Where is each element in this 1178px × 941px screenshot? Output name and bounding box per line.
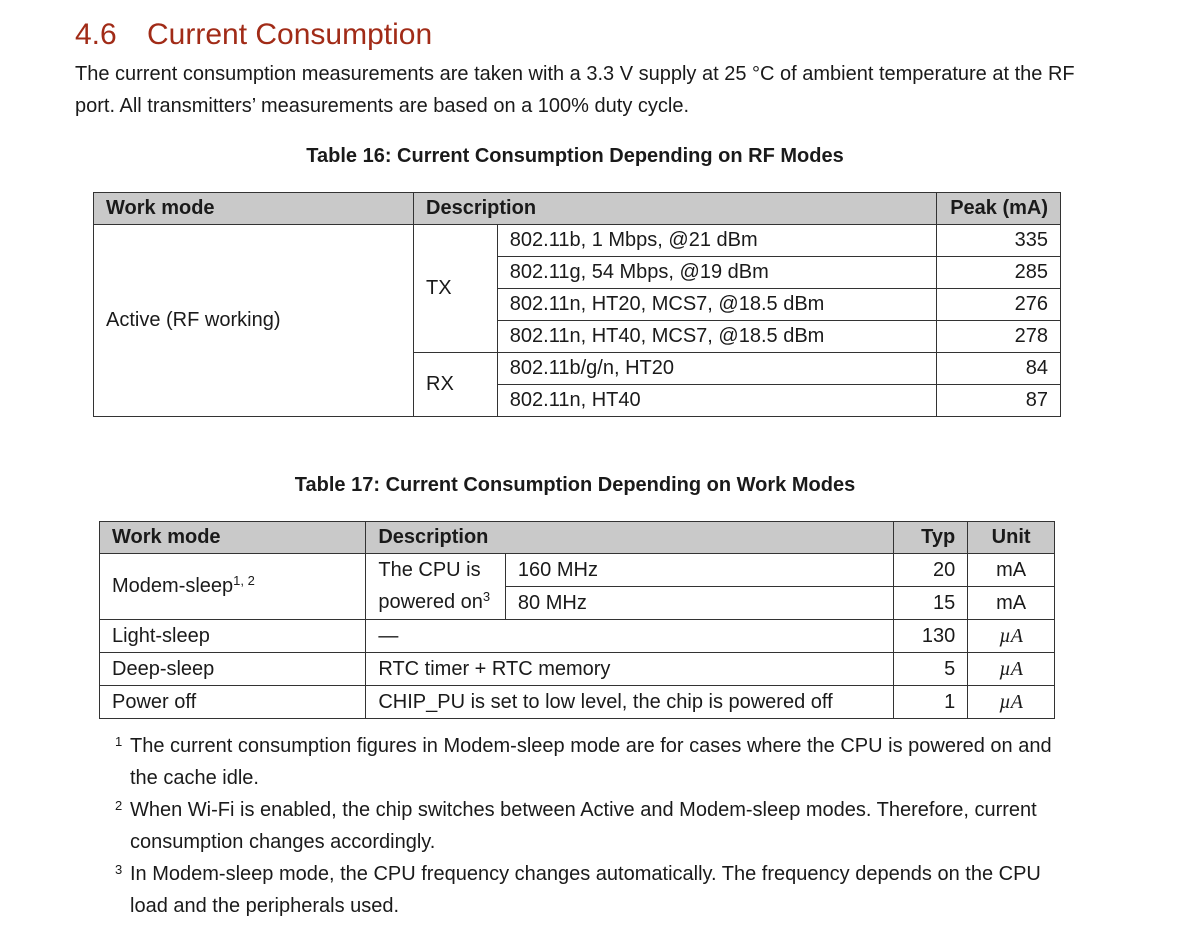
typ-cell: 1	[893, 686, 968, 719]
cpu-line1: The CPU is	[366, 554, 506, 587]
unit-cell: µA	[968, 653, 1055, 686]
table-header-row	[100, 522, 1055, 554]
header-description: Description	[414, 193, 937, 225]
freq-cell: 80 MHz	[505, 587, 893, 620]
peak-cell: 285	[936, 257, 1060, 289]
header-work-mode: Work mode	[94, 193, 414, 225]
footnote: 1 The current consumption figures in Modem-sleep mode are for cases where the CPU is powered on and the cache idle.	[115, 734, 1052, 789]
section-title	[75, 18, 432, 52]
mode-cell: Power off	[100, 686, 366, 719]
footnote-text: When Wi-Fi is enabled, the chip switches between Active and Modem-sleep modes. Therefore, current consumption changes accordingly.	[130, 799, 1037, 853]
unit-cell: mA	[968, 554, 1055, 587]
modem-sleep-label: Modem-sleep	[112, 575, 234, 597]
table-header-row	[94, 193, 1061, 225]
footnote-text: In Modem-sleep mode, the CPU frequency changes automatically. The frequency depends on the CPU load and the peripherals used.	[130, 863, 1041, 917]
rf-modes-table	[93, 192, 1061, 417]
table-row	[100, 686, 1055, 719]
desc-cell: 802.11n, HT20, MCS7, @18.5 dBm	[497, 289, 936, 321]
unit-cell: mA	[968, 587, 1055, 620]
footnote: 3 In Modem-sleep mode, the CPU frequency changes automatically. The frequency depends on the CPU load and the peripherals used.	[115, 862, 1041, 917]
footnote-ref: 3	[482, 589, 491, 605]
typ-cell: 5	[893, 653, 968, 686]
header-description: Description	[366, 522, 893, 554]
footnote-ref: 1, 2	[233, 573, 255, 588]
typ-cell: 20	[893, 554, 968, 587]
unit-cell: µA	[968, 686, 1055, 719]
unit-cell: µA	[968, 620, 1055, 653]
mode-cell: Deep-sleep	[100, 653, 366, 686]
freq-cell: 160 MHz	[505, 554, 893, 587]
section-number: 4.6	[75, 18, 117, 51]
table-row	[94, 225, 1061, 257]
footnote: 2 When Wi-Fi is enabled, the chip switches between Active and Modem-sleep modes. Therefore, current consumption changes accordingly.	[115, 798, 1037, 853]
section-title-text: Current Consumption	[147, 18, 433, 51]
peak-cell: 335	[936, 225, 1060, 257]
work-mode-cell: Active (RF working)	[94, 225, 414, 417]
peak-cell: 276	[936, 289, 1060, 321]
header-typ: Typ	[893, 522, 968, 554]
desc-cell: CHIP_PU is set to low level, the chip is powered off	[366, 686, 893, 719]
desc-cell: —	[366, 620, 893, 653]
table-row	[100, 620, 1055, 653]
modem-sleep-cell	[100, 554, 366, 620]
table16-caption: Table 16: Current Consumption Depending on RF Modes	[306, 145, 844, 167]
typ-cell: 15	[893, 587, 968, 620]
header-work-mode: Work mode	[100, 522, 366, 554]
table-row	[100, 554, 1055, 587]
desc-cell: 802.11b/g/n, HT20	[497, 353, 936, 385]
desc-cell: 802.11b, 1 Mbps, @21 dBm	[497, 225, 936, 257]
desc-cell: 802.11g, 54 Mbps, @19 dBm	[497, 257, 936, 289]
work-modes-table	[99, 521, 1055, 719]
tx-label: TX	[414, 225, 498, 353]
desc-cell: 802.11n, HT40, MCS7, @18.5 dBm	[497, 321, 936, 353]
mode-cell: Light-sleep	[100, 620, 366, 653]
cpu-line2-cell	[366, 587, 506, 620]
header-unit: Unit	[968, 522, 1055, 554]
footnote-text: The current consumption figures in Modem-sleep mode are for cases where the CPU is powered on and the cache idle.	[130, 735, 1052, 789]
desc-cell: RTC timer + RTC memory	[366, 653, 893, 686]
desc-cell: 802.11n, HT40	[497, 385, 936, 417]
peak-cell: 278	[936, 321, 1060, 353]
header-peak: Peak (mA)	[936, 193, 1060, 225]
typ-cell: 130	[893, 620, 968, 653]
table-row	[100, 653, 1055, 686]
footnotes	[115, 730, 1065, 922]
table17-caption: Table 17: Current Consumption Depending on Work Modes	[294, 474, 856, 496]
peak-cell: 87	[936, 385, 1060, 417]
rx-label: RX	[414, 353, 498, 417]
cpu-line2: powered on	[378, 591, 483, 614]
intro-paragraph: The current consumption measurements are taken with a 3.3 V supply at 25 °C of ambient temperature at the RF port. All transmitters’ measurements are based on a 100% duty cycle.	[75, 63, 1075, 117]
peak-cell: 84	[936, 353, 1060, 385]
